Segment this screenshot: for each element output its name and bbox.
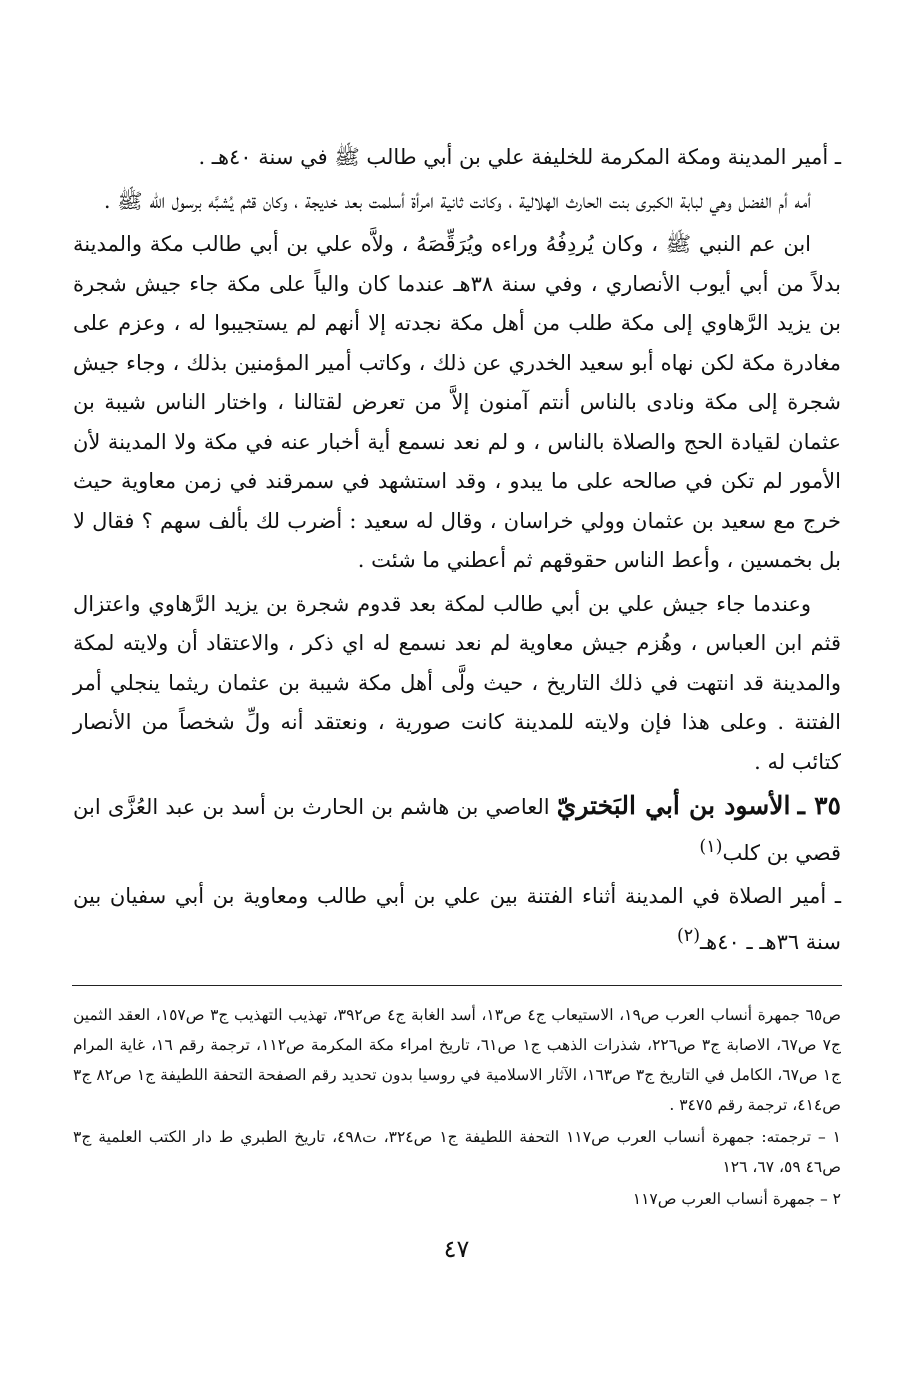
footnote-ref-1: (١) (699, 836, 723, 857)
entry-lineage: العاصي بن هاشم بن الحارث بن أسد بن عبد العُزَّى ابن قصي بن كلب (73, 795, 841, 865)
prayer-leader-text: ـ أمير الصلاة في المدينة أثناء الفتنة بين علي بن أبي طالب ومعاوية بن أبي سفيان بين سنة ٣٦هـ ـ ٤٠هـ (73, 884, 841, 954)
footnote-1: ١ – ترجمته: جمهرة أنساب العرب ص١١٧ التحفة اللطيفة ج١ ص٣٢٤، ت٤٩٨، تاريخ الطبري ط دار الكتب العلمية ج٣ ص٤٦ ٥٩، ٦٧، ١٢٦ (73, 1128, 841, 1176)
paragraph-biography: ابن عم النبي ﷺ ، وكان يُردِفُهُ وراءه ويُرَقِّصَهُ ، ولاَّه علي بن أبي طالب مكة والمدينة بدلاً من أبي أيوب الأنصاري ، وفي سنة ٣٨هـ عندما كان والياً على مكة جاء جيش شجرة بن يزيد الرَّهاوي إلى مكة طلب من أهل مكة نجدته إلا أنهم لم يستجيبوا له ، وعزم على مغادرة مكة لكن نهاه أبو سعيد الخدري عن ذلك ، وكاتب أمير المؤمنين بذلك ، وجاء جيش شجرة إلى مكة ونادى بالناس أنتم آمنون إلاَّ من تعرض لقتالنا ، واختار الناس شيبة بن عثمان لقيادة الحج والصلاة بالناس ، و لم نعد نسمع أية أخبار عنه في مكة ولا المدينة لأن الأمور لم تكن في صالحه على ما يبدو ، وقد استشهد في سمرقند في زمن معاوية حيث خرج مع سعيد بن عثمان وولي خراسان ، وقال له سعيد : أضرب لك بألف سهم ؟ فقال لا بل بخمسين ، وأعط الناس حقوقهم ثم أعطني ما شئت . (73, 232, 841, 572)
footnote-ref-2: (٢) (676, 925, 701, 946)
footnote-divider (72, 985, 842, 986)
body-text (73, 138, 841, 962)
page-number: ٤٧ (443, 1235, 470, 1263)
paragraph-prayer-leader (73, 877, 841, 962)
entry-name: الأسود بن أبي البَختريّ (556, 791, 791, 820)
footnotes (73, 1000, 841, 1214)
footnote-2: ٢ – جمهرة أنساب العرب ص١١٧ (632, 1190, 841, 1208)
paragraph-mother: أمه أم الفضل وهي لبابة الكبرى بنت الحارث الهلالية ، وكانت ثانية امرأة أسلمت بعد خديجة ، وكان قثم يُشبَّه برسول الله ﷺ . (103, 188, 811, 213)
entry-heading-35 (73, 786, 841, 873)
paragraph-army: وعندما جاء جيش علي بن أبي طالب لمكة بعد قدوم شجرة بن يزيد الرَّهاوي واعتزال قثم ابن العباس ، وهُزم جيش معاوية لم نعد نسمع له اي ذكر ، والاعتقاد أن ولايته لمكة والمدينة قد انتهت في ذلك التاريخ ، حيث ولَّى أهل مكة شيبة بن عثمان ريثما ينجلي أمر الفتنة . وعلى هذا فإن ولايته للمدينة كانت صورية ، ونعتقد أنه ولِّ شخصاً من الأنصار كتائب له . (73, 591, 841, 774)
paragraph-governor-line: ـ أمير المدينة ومكة المكرمة للخليفة علي بن أبي طالب ﷺ في سنة ٤٠هـ . (198, 145, 841, 169)
footnote-continued: ص٦٥ جمهرة أنساب العرب ص١٩، الاستيعاب ج٤ ص١٣، أسد الغابة ج٤ ص٣٩٢، تهذيب التهذيب ج٣ ص١٥٧، العقد الثمين ج٧ ص٦٧، الاصابة ج٣ ص٢٢٦، شذرات الذهب ج١ ص٦١، تاريخ امراء مكة المكرمة ص١١٢، ترجمة رقم ١٦، غاية المرام ج١ ص٦٧، الكامل في التاريخ ج٣ ص١٦٣، الآثار الاسلامية في روسيا بدون تحديد رقم الصفحة التحفة اللطيفة ج١ ص٨٢ ج٣ ص٤١٤، ترجمة رقم ٣٤٧٥ . (73, 1006, 842, 1114)
entry-number: ٣٥ ـ (797, 791, 841, 820)
